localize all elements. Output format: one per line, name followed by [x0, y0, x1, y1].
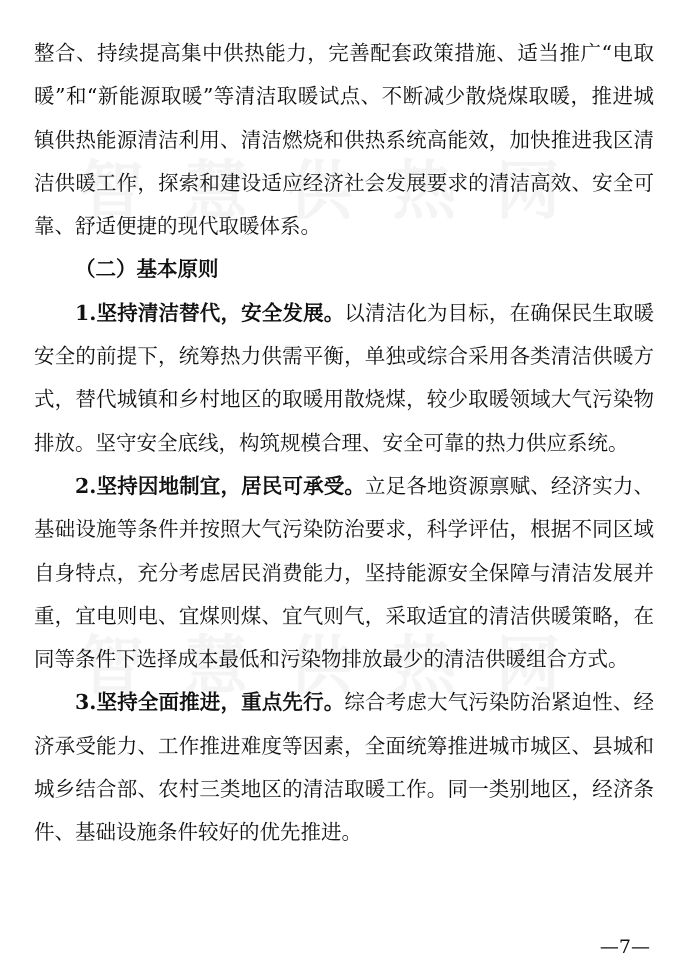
principle-1-lead: 1.坚持清洁替代，安全发展。 — [75, 300, 345, 325]
document-page — [34, 32, 654, 855]
principle-1-paragraph — [34, 292, 654, 465]
intro-paragraph: 整合、持续提高集中供热能力，完善配套政策措施、适当推广“电取暖”和“新能源取暖”等清洁取暖试点、不断减少散烧煤取暖，推进城镇供热能源清洁利用、清洁燃烧和供热系统高能效，加快推进我区清洁供暖工作，探索和建设适应经济社会发展要求的清洁高效、安全可靠、舒适便捷的现代取暖体系。 — [34, 41, 654, 239]
page-number: —7— — [599, 936, 650, 958]
principle-3-lead: 3.坚持全面推进，重点先行。 — [75, 690, 345, 715]
principle-2-lead: 2.坚持因地制宜，居民可承受。 — [75, 473, 366, 498]
principle-2-paragraph — [34, 465, 654, 681]
principle-2-body: 立足各地资源禀赋、经济实力、基础设施等条件并按照大气污染防治要求，科学评估，根据不同区域自身特点，充分考虑居民消费能力，坚持能源安全保障与清洁发展并重，宜电则电、宜煤则煤、宜气则气，采取适宜的清洁供暖策略，在同等条件下选择成本最低和污染物排放最少的清洁供暖组合方式。 — [34, 473, 655, 672]
principle-1-body: 以清洁化为目标，在确保民生取暖安全的前提下，统筹热力供需平衡，单独或综合采用各类清洁供暖方式，替代城镇和乡村地区的取暖用散烧煤，较少取暖领域大气污染物排放。坚守安全底线，构筑规模合理、安全可靠的热力供应系统。 — [34, 300, 654, 455]
section-heading: （二）基本原则 — [75, 257, 219, 282]
principle-3-paragraph — [34, 681, 654, 854]
principle-3-body: 综合考虑大气污染防治紧迫性、经济承受能力、工作推进难度等因素，全面统筹推进城市城区、县城和城乡结合部、农村三类地区的清洁取暖工作。同一类别地区，经济条件、基础设施条件较好的优先推进。 — [34, 690, 654, 845]
